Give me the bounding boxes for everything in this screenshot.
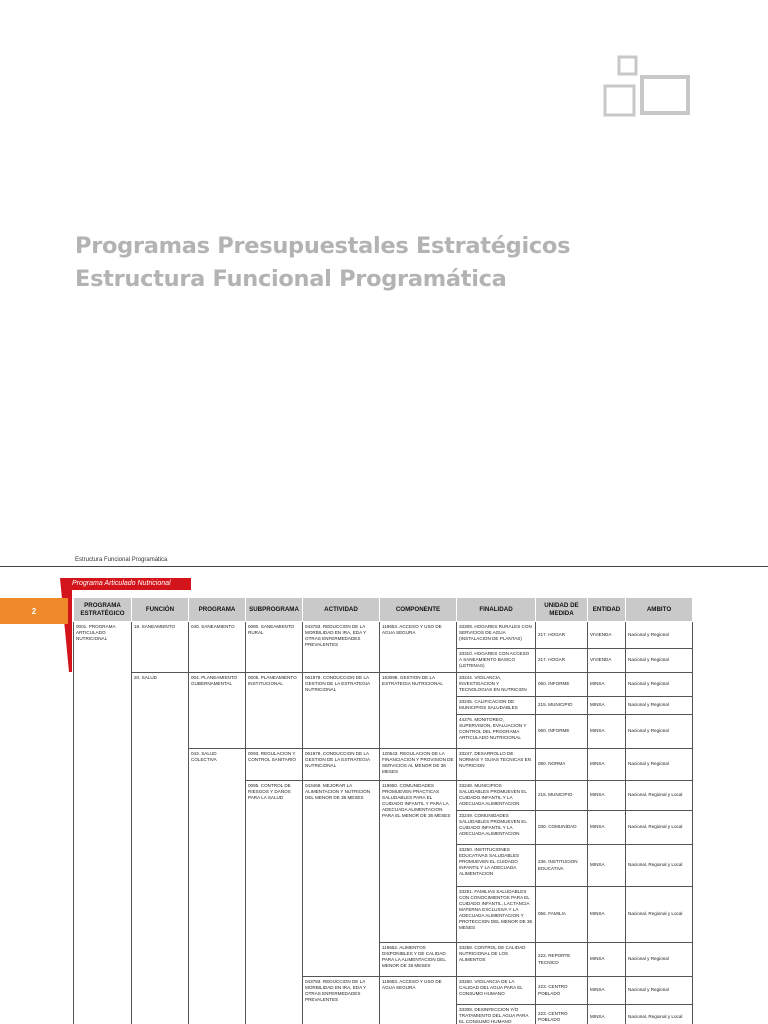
col-programa-estrategico: PROGRAMA ESTRATÉGICO [74, 598, 132, 622]
col-unidad-medida: UNIDAD DE MEDIDA [536, 598, 588, 622]
cell-subprograma: 0080. SANEAMIENTO RURAL [246, 622, 303, 673]
cell-finalidad: 33249. COMUNIDADES SALUDABLES PROMUEVEN EL CUIDADO INFANTIL Y LA ADECUADA ALIMENTACION [457, 811, 536, 845]
cell-ambito: Nacional y Regional [626, 749, 693, 781]
title-line-1: Programas Presupuestales Estratégicos [75, 233, 571, 259]
col-actividad: ACTIVIDAD [303, 598, 380, 622]
program-banner: Programa Articulado Nutricional [68, 578, 191, 590]
cell-ambito: Nacional, Regional y Local [626, 811, 693, 845]
cell-entidad: MINSA [588, 887, 626, 943]
cell-unidad: 080. NORMA [536, 749, 588, 781]
cell-finalidad: 33250. INSTITUCIONES EDUCATIVAS SALUDABLES PROMUEVEN EL CUIDADO INFANTIL Y LA ADECUADA ALIMENTACION [457, 845, 536, 887]
cell-finalidad: 33310. HOGARES CON ACCESO A SANEAMIENTO BASICO (LETRINAS) [457, 649, 536, 673]
cell-ambito: Nacional, Regional y Local [626, 887, 693, 943]
cell-unidad: 217. HOGAR [536, 649, 588, 673]
cell-actividad: 043783. REDUCCION DE LA MORBILIDAD EN IRA, EDA Y OTRAS ENFERMEDADES PREVALENTES [303, 977, 380, 1024]
cell-finalidad: 33248. MUNICIPIOS SALUDABLES PROMUEVEN EL CUIDADO INFANTIL Y LA ADECUADA ALIMENTACION [457, 781, 536, 811]
cell-ambito: Nacional, Regional y Local [626, 845, 693, 887]
cell-unidad: 223. CENTRO POBLADO [536, 1005, 588, 1024]
cell-ambito: Nacional y Regional [626, 649, 693, 673]
col-componente: COMPONENTE [380, 598, 457, 622]
cell-finalidad: 33247. DESARROLLO DE NORMAS Y GUIAS TECNICAS EN NUTRICION [457, 749, 536, 781]
cell-ambito: Nacional y Regional [626, 622, 693, 649]
cell-ambito: Nacional, Regional y Local [626, 1005, 693, 1024]
title-line-2: Estructura Funcional Programática [75, 266, 507, 292]
cell-entidad: MINSA [588, 845, 626, 887]
red-accent-wedge [60, 578, 72, 672]
cell-ambito: Nacional y Regional [626, 715, 693, 749]
cell-unidad: 236. INSTITUCION EDUCATIVA [536, 845, 588, 887]
cell-componente: 163098. GESTION DE LA ESTRATEGIA NUTRICIONAL [380, 673, 457, 749]
page-number-tab: 2 [0, 598, 68, 624]
table-row [74, 622, 693, 649]
cell-ambito: Nacional y Regional [626, 977, 693, 1005]
cell-componente: 119652. ALIMENTOS DISPONIBLES Y DE CALIDAD PARA LA ALIMENTACION DEL MENOR DE 36 MESES [380, 943, 457, 977]
cell-componente: 119650. COMUNIDADES PROMUEVEN PRACTICAS SALUDABLES PARA EL CUIDADO INFANTIL Y PARA LA ADECUADA ALIMENTACION PARA EL MENOR DE 36 MESES [380, 781, 457, 943]
cell-unidad: 217. HOGAR [536, 622, 588, 649]
cell-entidad: MINSA [588, 1005, 626, 1024]
cell-finalidad: 44276. MONITOREO, SUPERVISION, EVALUACION Y CONTROL DEL PROGRAMA ARTICULADO NUTRICIONAL [457, 715, 536, 749]
col-ambito: AMBITO [626, 598, 693, 622]
cell-unidad: 060. INFORME [536, 715, 588, 749]
logo-squares-icon [603, 55, 693, 117]
cell-actividad: 061978. CONDUCCION DE LA GESTION DE LA ESTRATEGIA NUTRICIONAL [303, 673, 380, 749]
cell-finalidad: 33309. HOGARES RURALES CON SERVICIOS DE AGUA (INSTALACION DE PLANTAS) [457, 622, 536, 649]
cell-finalidad: 33251. FAMILIAS SALUDABLES CON CONOCIMIENTOS PARA EL CUIDADO INFANTIL, LACTANCIA MATERNA EXCLUSIVA Y LA ADECUADA ALIMENTACION Y PROTECCION DEL MENOR DE 36 MESES [457, 887, 536, 943]
cell-ambito: Nacional, Regional y Local [626, 781, 693, 811]
cell-programa: 004. PLANEAMIENTO GUBERNAMENTAL [189, 673, 246, 749]
col-subprograma: SUBPROGRAMA [246, 598, 303, 622]
cell-actividad: 061978. CONDUCCION DE LA GESTION DE LA ESTRATEGIA NUTRICIONAL [303, 749, 380, 781]
table-header-row [74, 598, 693, 622]
cell-funcion: 18. SANEAMIENTO [132, 622, 189, 673]
cell-finalidad: 33244. VIGILANCIA, INVESTIGACION Y TECNOLOGIAS EN NUTRICION [457, 673, 536, 697]
col-entidad: ENTIDAD [588, 598, 626, 622]
cell-unidad: 060. INFORME [536, 673, 588, 697]
cell-unidad: 030. COMUNIDAD [536, 811, 588, 845]
cell-entidad: MINSA [588, 943, 626, 977]
cell-entidad: MINSA [588, 811, 626, 845]
cell-finalidad: 33258. CONTROL DE CALIDAD NUTRICIONAL DE LOS ALIMENTOS [457, 943, 536, 977]
cell-entidad: VIVIENDA [588, 622, 626, 649]
cell-programa: 040. SANEAMIENTO [189, 622, 246, 673]
cell-unidad: 215. MUNICIPIO [536, 697, 588, 715]
cell-finalidad: 33308. DESINFECCION Y/O TRATAMIENTO DEL AGUA PARA EL CONSUMO HUMANO [457, 1005, 536, 1024]
cell-programa-estrategico: 0001. PROGRAMA ARTICULADO NUTRICIONAL [74, 622, 132, 1024]
header-rule [0, 566, 768, 567]
cell-funcion: 20. SALUD [132, 673, 189, 1024]
cell-ambito: Nacional y Regional [626, 943, 693, 977]
cell-entidad: MINSA [588, 673, 626, 697]
running-head: Estructura Funcional Programática [75, 557, 168, 563]
col-programa: PROGRAMA [189, 598, 246, 622]
cell-entidad: MINSA [588, 697, 626, 715]
cell-unidad: 222. REPORTE TECNICO [536, 943, 588, 977]
cell-entidad: MINSA [588, 977, 626, 1005]
cell-subprograma: 0095. CONTROL DE RIESGOS Y DAÑOS PARA LA SALUD [246, 781, 303, 1024]
cell-componente: 119653. ACCESO Y USO DE AGUA SEGURA [380, 622, 457, 673]
cell-entidad: MINSA [588, 715, 626, 749]
cell-actividad: 043469. MEJORAR LA ALIMENTACION Y NUTRICION DEL MENOR DE 36 MESES [303, 781, 380, 977]
cell-ambito: Nacional y Regional [626, 673, 693, 697]
structure-table [73, 597, 693, 1024]
cell-finalidad: 33260. VIGILANCIA DE LA CALIDAD DEL AGUA PARA EL CONSUMO HUMANO [457, 977, 536, 1005]
cell-entidad: MINSA [588, 749, 626, 781]
cell-componente: 119653. ACCESO Y USO DE AGUA SEGURA [380, 977, 457, 1024]
cell-entidad: VIVIENDA [588, 649, 626, 673]
cell-subprograma: 0093. REGULACION Y CONTROL SANITARIO [246, 749, 303, 781]
cell-subprograma: 0005. PLANEAMIENTO INSTITUCIONAL [246, 673, 303, 749]
cell-entidad: MINSA [588, 781, 626, 811]
cell-finalidad: 33245. CALIFICACION DE MUNICIPIOS SALUDABLES [457, 697, 536, 715]
cell-ambito: Nacional y Regional [626, 697, 693, 715]
col-funcion: FUNCIÓN [132, 598, 189, 622]
page-title [75, 230, 570, 296]
cell-unidad: 223. CENTRO POBLADO [536, 977, 588, 1005]
col-finalidad: FINALIDAD [457, 598, 536, 622]
cell-unidad: 056. FAMILIA [536, 887, 588, 943]
cell-unidad: 215. MUNICIPIO [536, 781, 588, 811]
cell-programa: 043. SALUD COLECTIVA [189, 749, 246, 1024]
cell-componente: 120543. REGULACION DE LA FINANCIACION Y PROVISION DE SERVICIOS AL MENOR DE 36 MESES [380, 749, 457, 781]
table-row [74, 673, 693, 697]
cell-actividad: 043783. REDUCCION DE LA MORBILIDAD EN IRA, EDA Y OTRAS ENFERMEDADES PREVALENTES [303, 622, 380, 673]
